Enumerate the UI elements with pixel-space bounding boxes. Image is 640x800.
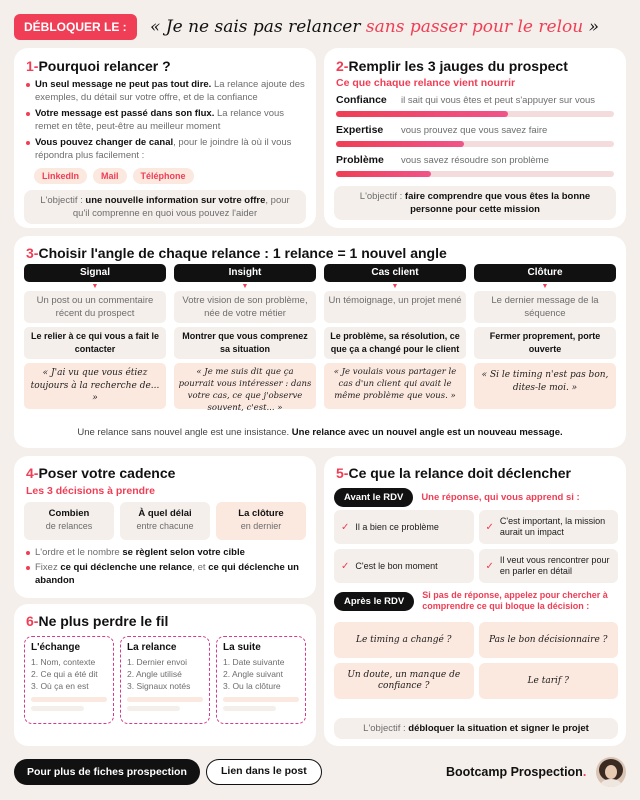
section-3-card bbox=[14, 236, 626, 448]
gauge-fill bbox=[336, 111, 508, 117]
bullet-bold: se règlent selon votre cible bbox=[122, 547, 245, 558]
gauge-label: Expertise bbox=[336, 124, 384, 136]
after-item: Pas le bon décisionnaire ? bbox=[479, 622, 619, 658]
footer-bold: Une relance avec un nouvel angle est un nouveau message. bbox=[291, 427, 563, 438]
list-item: 2. Angle utilisé bbox=[127, 669, 182, 679]
channel-telephone: Téléphone bbox=[133, 168, 194, 184]
list-item: 1. Date suivante bbox=[223, 657, 285, 667]
arrow-icon: ▼ bbox=[241, 283, 249, 290]
section-3-number: 3- bbox=[26, 245, 39, 261]
bullet-text: , et bbox=[192, 562, 209, 573]
list-item: 1. Dernier envoi bbox=[127, 657, 188, 667]
angle-head: Signal bbox=[24, 264, 166, 282]
section-4-title-text: Poser votre cadence bbox=[38, 465, 176, 481]
arrow-icon: ▼ bbox=[91, 283, 99, 290]
section-6-number: 6- bbox=[26, 613, 39, 629]
before-item bbox=[334, 549, 474, 583]
arrow-icon: ▼ bbox=[391, 283, 399, 290]
tracking-box-head: La relance bbox=[127, 642, 177, 653]
section-6-card bbox=[14, 604, 316, 746]
before-item-text: C'est le bon moment bbox=[355, 560, 438, 571]
before-rdv-text: Une réponse, qui vous apprend si : bbox=[421, 492, 580, 503]
after-rdv-pill: Après le RDV bbox=[334, 592, 414, 611]
section-1-bullets bbox=[26, 78, 308, 162]
angle-desc: Votre vision de son problème, née de votre métier bbox=[174, 291, 316, 323]
objective-prefix: L'objectif : bbox=[363, 723, 409, 734]
decision-sub: de relances bbox=[45, 521, 93, 531]
angle-quote: « Si le timing n'est pas bon, dites-le moi. » bbox=[474, 363, 616, 409]
section-3-title bbox=[26, 245, 447, 261]
list-item bbox=[26, 561, 308, 587]
section-5-objective bbox=[334, 718, 618, 739]
angle-head: Cas client bbox=[324, 264, 466, 282]
section-5-number: 5- bbox=[336, 465, 349, 481]
after-item: Le timing a changé ? bbox=[334, 622, 474, 658]
angle-column-cas-client bbox=[324, 264, 466, 409]
after-item: Le tarif ? bbox=[479, 663, 619, 699]
gauge-track bbox=[336, 111, 614, 117]
header-title-part1: « Je ne sais pas relancer bbox=[150, 17, 366, 37]
placeholder-line bbox=[127, 706, 180, 711]
section-2-title-text: Remplir les 3 jauges du prospect bbox=[348, 58, 568, 74]
angle-column-insight bbox=[174, 264, 316, 413]
check-icon: ✓ bbox=[485, 521, 494, 533]
placeholder-line bbox=[31, 697, 107, 702]
before-item bbox=[479, 549, 619, 583]
section-1-title-text: Pourquoi relancer ? bbox=[38, 58, 171, 74]
header-badge: DÉBLOQUER LE : bbox=[14, 14, 137, 40]
before-item-text: C'est important, la mission aurait un impact bbox=[499, 516, 606, 537]
angle-quote: « Je voulais vous partager le cas d'un client qui avait le même problème que vous. » bbox=[324, 363, 466, 409]
section-2-title bbox=[336, 58, 568, 74]
angle-desc: Un témoignage, un projet mené bbox=[324, 291, 466, 323]
gauge-probleme bbox=[336, 154, 614, 177]
bullet-text: , pour le joindre là où il vous répondra plus facilement : bbox=[35, 137, 292, 161]
section-5-card bbox=[324, 456, 626, 746]
brand-text: Bootcamp Prospection bbox=[446, 765, 583, 779]
angle-desc: Un post ou un commentaire récent du prospect bbox=[24, 291, 166, 323]
angle-quote: « Je me suis dit que ça pourrait vous intéresser : dans votre cas, ce que j'observe souvent, c'est... » bbox=[174, 363, 316, 409]
objective-bold: débloquer la situation et signer le projet bbox=[408, 723, 589, 734]
placeholder-line bbox=[31, 706, 84, 711]
decision-title: La clôture bbox=[238, 508, 284, 519]
list-item bbox=[26, 107, 308, 133]
gauge-track bbox=[336, 171, 614, 177]
placeholder-line bbox=[223, 706, 276, 711]
tracking-boxes bbox=[24, 636, 306, 724]
before-item-text: Il a bien ce problème bbox=[355, 521, 439, 532]
angle-action: Fermer proprement, porte ouverte bbox=[474, 327, 616, 359]
before-item bbox=[334, 510, 474, 544]
before-rdv-pill: Avant le RDV bbox=[334, 488, 413, 507]
section-1-title bbox=[26, 58, 171, 74]
gauge-label: Confiance bbox=[336, 94, 387, 106]
objective-bold: une nouvelle information sur votre offre bbox=[85, 195, 266, 206]
decision-sub: en dernier bbox=[240, 521, 282, 531]
after-rdv-grid bbox=[334, 622, 618, 699]
decision-title: Combien bbox=[48, 508, 90, 519]
list-item: 2. Ce qui a été dit bbox=[31, 669, 98, 679]
before-rdv-grid bbox=[334, 510, 618, 583]
avatar-body bbox=[600, 779, 622, 787]
list-item: 3. Ou la clôture bbox=[223, 681, 281, 691]
bullet-bold: Un seul message ne peut pas tout dire. bbox=[35, 79, 212, 90]
section-1-number: 1- bbox=[26, 58, 39, 74]
check-icon: ✓ bbox=[485, 560, 494, 572]
placeholder-line bbox=[223, 697, 299, 702]
section-4-number: 4- bbox=[26, 465, 39, 481]
tracking-box-suite bbox=[216, 636, 306, 724]
gauge-fill bbox=[336, 171, 431, 177]
cta-link-in-post-button[interactable]: Lien dans le post bbox=[206, 759, 322, 785]
angle-quote: « J'ai vu que vous étiez toujours à la recherche de... » bbox=[24, 363, 166, 409]
section-4-card bbox=[14, 456, 316, 598]
section-4-subtitle: Les 3 décisions à prendre bbox=[26, 485, 155, 497]
channel-linkedin: LinkedIn bbox=[34, 168, 87, 184]
before-rdv-row bbox=[334, 488, 618, 507]
section-5-title bbox=[336, 465, 571, 481]
channel-pills bbox=[34, 166, 200, 184]
bullet-bold: Vous pouvez changer de canal bbox=[35, 137, 174, 148]
before-item-text: Il veut vous rencontrer pour en parler en détail bbox=[499, 555, 610, 576]
section-3-footer bbox=[14, 427, 626, 438]
section-6-title-text: Ne plus perdre le fil bbox=[38, 613, 169, 629]
gauge-confiance bbox=[336, 94, 614, 117]
bullet-bold: ce qui déclenche une relance bbox=[60, 562, 193, 573]
list-item: 3. Où ça en est bbox=[31, 681, 89, 691]
avatar-face bbox=[605, 765, 617, 779]
angle-action: Montrer que vous comprenez sa situation bbox=[174, 327, 316, 359]
section-1-objective bbox=[24, 190, 306, 224]
list-item bbox=[26, 78, 308, 104]
angle-column-cloture bbox=[474, 264, 616, 409]
bullet-bold: ce qui déclenche un abandon bbox=[35, 562, 299, 586]
objective-prefix: L'objectif : bbox=[40, 195, 86, 206]
after-rdv-row bbox=[334, 590, 618, 612]
before-item bbox=[479, 510, 619, 544]
bullet-text: Fixez bbox=[35, 562, 61, 573]
section-2-card bbox=[324, 48, 626, 228]
objective-prefix: L'objectif : bbox=[359, 191, 405, 202]
footer-text: Une relance sans nouvel angle est une insistance. bbox=[77, 427, 292, 438]
tracking-box-head: L'échange bbox=[31, 642, 81, 653]
list-item: 3. Signaux notés bbox=[127, 681, 191, 691]
tracking-box-head: La suite bbox=[223, 642, 261, 653]
gauge-desc: vous savez résoudre son problème bbox=[401, 155, 549, 166]
bullet-bold: Votre message est passé dans son flux. bbox=[35, 108, 215, 119]
header-title-accent: sans passer pour le relou bbox=[365, 17, 584, 37]
section-4-bullets bbox=[26, 546, 308, 587]
check-icon: ✓ bbox=[341, 521, 350, 533]
arrow-icon: ▼ bbox=[541, 283, 549, 290]
objective-bold: faire comprendre que vous êtes la bonne personne pour cette mission bbox=[404, 191, 591, 215]
angle-head: Insight bbox=[174, 264, 316, 282]
decision-title: À quel délai bbox=[138, 508, 192, 519]
objective-suffix: , pour qu'il comprenne en quoi vous pouvez l'aider bbox=[72, 195, 290, 219]
list-item bbox=[26, 546, 308, 559]
list-item: 2. Angle suivant bbox=[223, 669, 284, 679]
gauge-track bbox=[336, 141, 614, 147]
bullet-text: La relance ajoute des exemples, du détail sur votre offre, et de la confiance bbox=[35, 79, 305, 103]
brand-name bbox=[446, 765, 586, 779]
angle-action: Le problème, sa résolution, ce que ça a changé pour le client bbox=[324, 327, 466, 359]
tracking-box-echange bbox=[24, 636, 114, 724]
decision-combien bbox=[24, 502, 114, 540]
gauge-desc: vous prouvez que vous savez faire bbox=[401, 125, 548, 136]
bullet-text: La relance vous remet en tête, peut-être au meilleur moment bbox=[35, 108, 285, 132]
angle-columns bbox=[24, 264, 616, 413]
section-2-objective bbox=[334, 186, 616, 220]
avatar bbox=[596, 757, 626, 787]
section-3-title-text: Choisir l'angle de chaque relance : 1 relance = 1 nouvel angle bbox=[38, 245, 447, 261]
check-icon: ✓ bbox=[341, 560, 350, 572]
section-6-title bbox=[26, 613, 168, 629]
decision-delai bbox=[120, 502, 210, 540]
after-rdv-text: Si pas de réponse, appelez pour chercher à comprendre ce qui bloque la décision : bbox=[422, 590, 608, 611]
header-title bbox=[150, 14, 599, 40]
after-item: Un doute, un manque de confiance ? bbox=[334, 663, 474, 699]
cta-more-sheets-button[interactable]: Pour plus de fiches prospection bbox=[14, 759, 200, 785]
angle-desc: Le dernier message de la séquence bbox=[474, 291, 616, 323]
channel-mail: Mail bbox=[93, 168, 127, 184]
angle-column-signal bbox=[24, 264, 166, 409]
header-title-part2: » bbox=[583, 17, 600, 37]
gauge-label: Problème bbox=[336, 154, 384, 166]
section-2-subtitle: Ce que chaque relance vient nourrir bbox=[336, 77, 516, 89]
decision-sub: entre chacune bbox=[136, 521, 194, 531]
section-5-title-text: Ce que la relance doit déclencher bbox=[348, 465, 571, 481]
bullet-text: L'ordre et le nombre bbox=[35, 547, 123, 558]
section-4-title bbox=[26, 465, 175, 481]
gauge-desc: il sait qui vous êtes et peut s'appuyer sur vous bbox=[401, 95, 596, 106]
gauge-fill bbox=[336, 141, 464, 147]
angle-action: Le relier à ce qui vous a fait le contacter bbox=[24, 327, 166, 359]
list-item bbox=[26, 136, 308, 162]
angle-head: Clôture bbox=[474, 264, 616, 282]
decision-cloture bbox=[216, 502, 306, 540]
tracking-box-relance bbox=[120, 636, 210, 724]
list-item: 1. Nom, contexte bbox=[31, 657, 96, 667]
gauge-expertise bbox=[336, 124, 614, 147]
section-2-number: 2- bbox=[336, 58, 349, 74]
placeholder-line bbox=[127, 697, 203, 702]
section-1-card bbox=[14, 48, 316, 228]
brand-dot: . bbox=[582, 765, 587, 779]
decisions bbox=[24, 502, 306, 540]
